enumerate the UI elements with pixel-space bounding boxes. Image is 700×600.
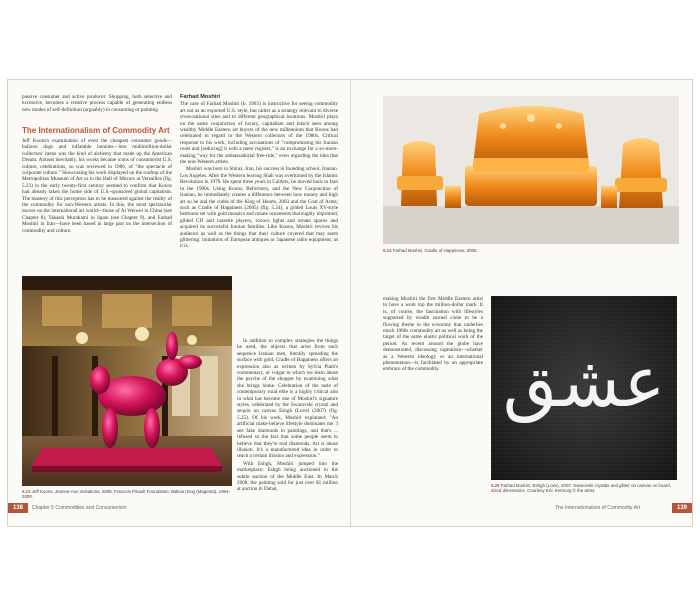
caption-5-25-text: Farhad Moshiri, Eshgh (Love), 2007. Swarovski crystals and glitter on canvas on board, sized dimensions. Courtesy Eric Kermorg © the artist. <box>491 483 671 494</box>
caption-5-24-label: 5.24 <box>383 248 392 253</box>
versailles-hall-illustration <box>22 276 232 486</box>
moshiri-paragraph-4: With Eshgh, Moshiri jumped into the marketplace: Eshgh being auctioned in the subtle auction of the Middle East. In March 2008, the painting sold for just over $1 million at auction in Dubai, <box>237 460 338 493</box>
eshgh-calligraphy: عشق <box>502 341 666 423</box>
caption-5-23-text: Jeff Koons, Jeanne-Aux Invitations, 2008, Francois Pinault Foundation. Balloon Dog (Magenta), 1994–2000. <box>22 489 231 500</box>
gilded-furniture-illustration <box>383 96 679 244</box>
right-column-continued <box>237 338 338 504</box>
moshiri-paragraph-3: In addition to complex strategies the things he used, the objects that arise from each sequence Iranian men, literally spreading the surface with gold, Cradle of Happiness offers an expression also as written by Sylvia Plath's commentary, or vulgar in which we learn about the psyche of the shopper by examining what she brings home. Celebration of the taste of contemporary rural elite is a highly critical aim in what has become one of Moshiri's signature styles, celebrated by the Swarovski crystal and sequin on canvas Eshgh (Love) (2007) (fig. 5.25). Of his work, Moshiri explained: "An artificial make-believe lifestyle dominates me. I see fake diamonds in paintings, and that's ... refused so the fact that some people seem to believe that they're real diamonds. Art is about illusion. It's a manufactured idea in order to reach a certain illusion and expression." <box>237 338 338 460</box>
left-page-number: 138 <box>8 503 28 513</box>
right-page-column <box>383 296 483 416</box>
section-paragraph: Jeff Koons's examination of even the cheapest consumer goods—balloon dogs and inflatable bunnies—into multimillion-dollar collectors' items was the kind of alchemy that made up the American Dream. Almost inevitably, his works became icons of consumerist U.S. culture, celebrations, so was reviewed in 1986, of "the spectacle of corporate culture." Showcasing his work displayed on the rooftop of the Metropolitan Museum of Art or in the Hall of Mirrors at Versailles (fig. 5.23) in the early twenty-first century seemed to confirm that Koons had already taken the home side of U.S.-sponsored global capitalism. The mastery of this perception has to be measured against the reality of the commodity for non-Western artists. In this, the most spectacular moves on the international art world—those of Ai Weiwei in China (see Chapter 8), Takashi Murakami in Japan (see Chapter 9), and Farhad Moshiri in Iran—have been based in large part on the intersection of commodity and culture. <box>22 138 172 234</box>
caption-5-25 <box>491 483 677 494</box>
right-running-footer: The Internationalism of Commodity Art <box>554 505 640 511</box>
right-page <box>351 80 692 526</box>
cradle-of-happiness-image <box>383 96 679 244</box>
eshgh-image <box>491 296 677 480</box>
left-column-top <box>22 94 172 114</box>
moshiri-paragraph-2: Moshiri was born in Shiraz, Iran, his success in founding school, Iranian. Los Angeles. After the Western leaving Shah was overturned by the Islamic Revolution in 1979. He spent three years in CalArts, he moved back to Iran in the 1990s. Using Koons, Reformers, and the New Conjunction of Iranian, he immediately creates a difference between how money and high art so he and the codes of the King of Hearts, 2003 and the Coat of Arms; such as Cradle of Happiness (2005) (fig. 5.24), a gilded Louis XV-style bedroom set with gold mosaics and ornate ornaments thoroughly imprinted, gilded CD and cassette players, rococo lights and ornate spaces and acquired its successful Iranian families. Like Koons, Moshiri revives his audience as well as the things that their culture covered that may seem glittering: imitations of European antiques or Japanese radio equipment, as it is. <box>180 166 338 250</box>
section-heading: The Internationalism of Commodity Art <box>22 126 170 135</box>
caption-5-24-text: Farhad Moshiri, Cradle of Happiness, 2005. <box>392 248 478 253</box>
caption-5-23 <box>22 489 232 500</box>
caption-5-25-label: 5.25 <box>491 483 500 488</box>
caption-5-24 <box>383 248 679 253</box>
eshgh-crystal-canvas <box>491 296 677 480</box>
right-page-paragraph: making Moshiri the first Middle Eastern artist to have a work top the million-dollar mark. It is, of course, the fascination with lifestyles supported by wealth earned come to be a flowing theme in the economy that underlies much 1980s commodity art as well as being the target of the same elastic political work of the period. As recent around the globe have demonstrated, discussing capitalism—whether as a Western ideology or an international phenomenon—is facilitated by an appropriate embrace of the commodity. <box>383 296 483 373</box>
left-page <box>8 80 350 526</box>
left-column-body <box>22 138 172 264</box>
left-running-footer: Chapter 5 Commodities and Consumerism <box>32 505 127 511</box>
moshiri-heading: Farhad Moshiri <box>180 94 221 100</box>
moshiri-paragraph-1: The case of Farhad Moshiri (b. 1963) is instructive for seeing commodity art not as an exported U.S. style, but rather as a strategy relevant to diverse cross-national sites and to different geographical locations. Moshiri plays on the same conjunction of luxury, capitalism and kitsch seen among wealthy Middle Eastern art buyers of the new millennium that Koons had celebrated in regard to the Western collectors of the 1980s. Critical response to his work, including accusations of "compromising his Iranian roots and [reducing] it with a mere register," is an exchange for a so-more-making "way for the ambassadorial free-ride," even regarding the idea that the non-Western artists. <box>180 101 338 166</box>
intro-paragraph: passive consumer and active producer. Shopping, both selective and excessive, becomes a creative process capable of generating endless new modes of self-definition (arguably) in consuming or painting. <box>22 94 172 113</box>
right-page-number: 139 <box>672 503 692 513</box>
koons-versailles-image <box>22 276 232 486</box>
caption-5-23-label: 5.23 <box>22 489 31 494</box>
